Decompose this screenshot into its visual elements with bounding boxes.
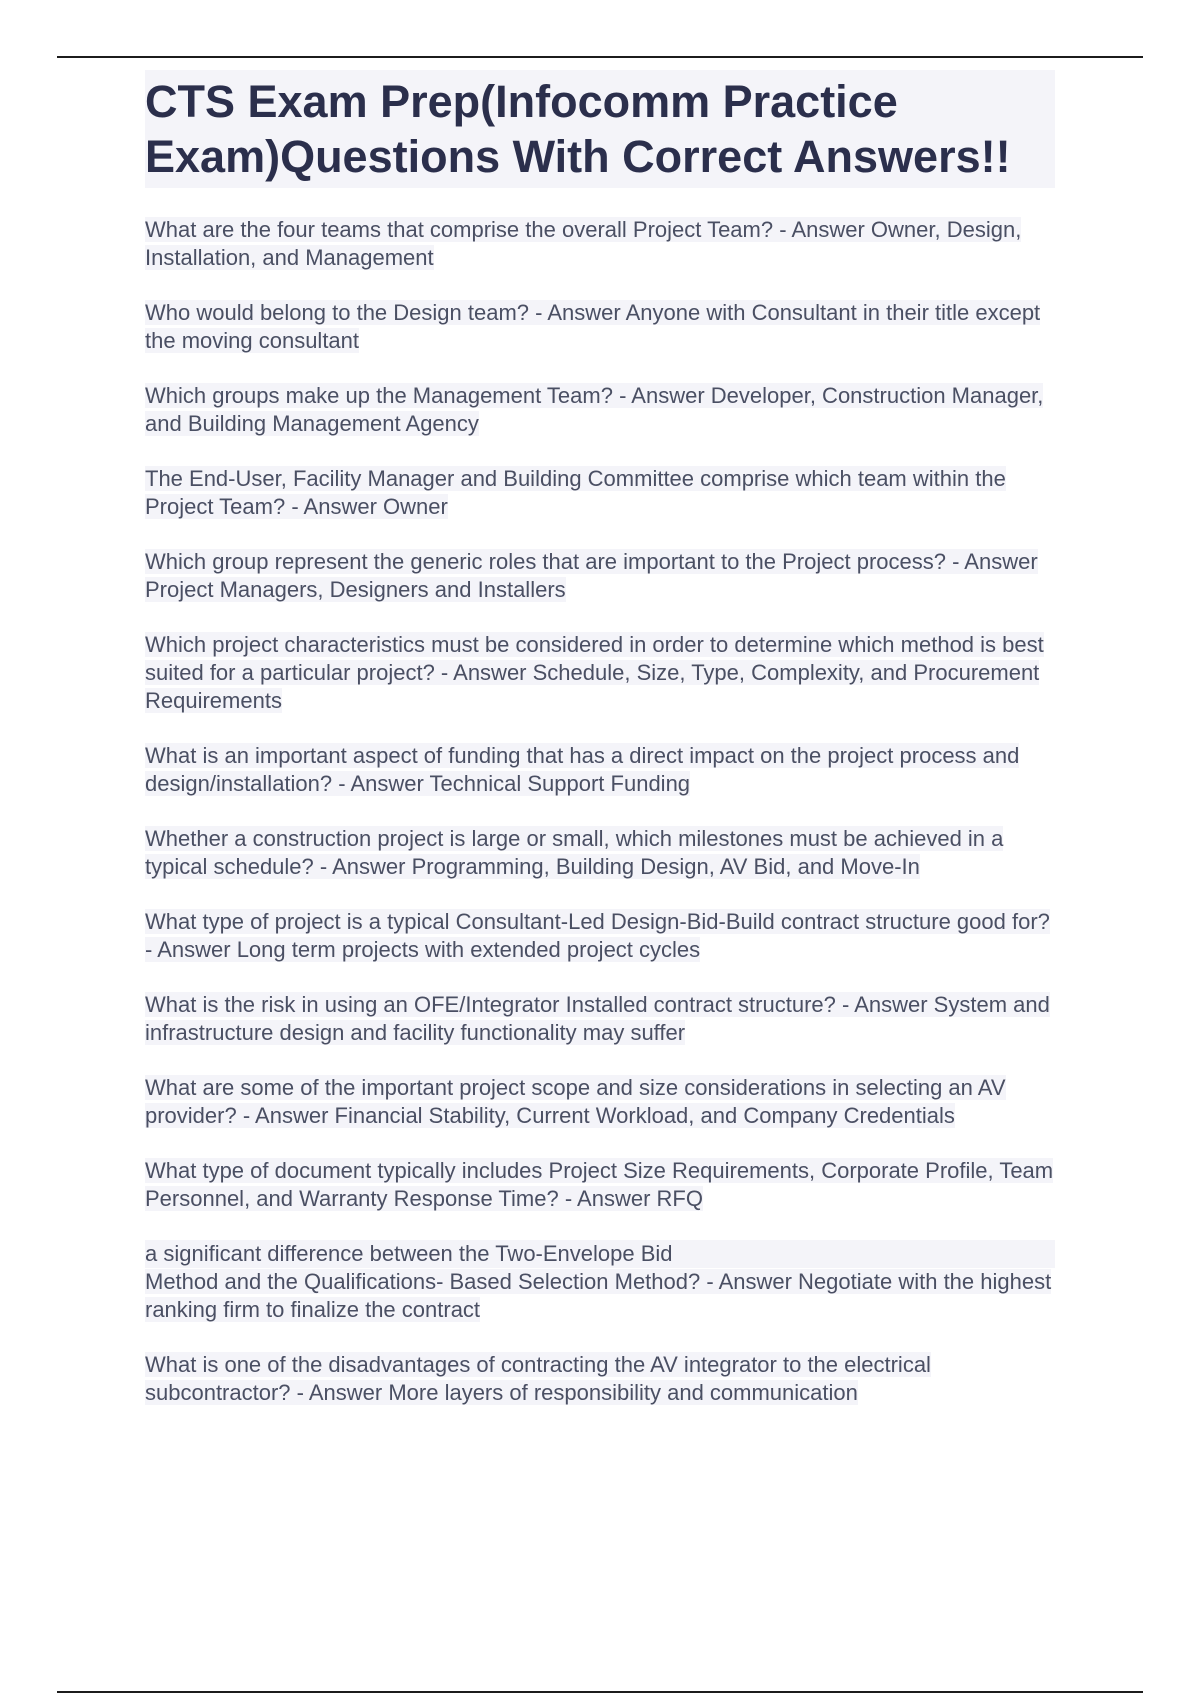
qa-text: Whether a construction project is large or small, which milestones must be achieved in a typical schedule? - Answer Programming, Building Design, AV Bid, and Move-In [145, 826, 1004, 879]
qa-text: The End-User, Facility Manager and Building Committee comprise which team within the Project Team? - Answer Owner [145, 466, 1006, 519]
qa-text: What type of project is a typical Consultant-Led Design-Bid-Build contract structure good for? - Answer Long term projects with extended project cycles [145, 909, 1050, 962]
qa-text: What type of document typically includes Project Size Requirements, Corporate Profile, Team Personnel, and Warranty Response Time? - Answer RFQ [145, 1158, 1054, 1211]
qa-text-line [145, 1240, 1055, 1268]
qa-text: Method and the Qualifications- Based Selection Method? - Answer Negotiate with the highest ranking firm to finalize the contract [145, 1269, 1052, 1322]
qa-text: Who would belong to the Design team? - Answer Anyone with Consultant in their title except the moving consultant [145, 300, 1041, 353]
qa-item [145, 1157, 1055, 1213]
document-body [145, 70, 1055, 1434]
qa-text: Which group represent the generic roles that are important to the Project process? - Answer Project Managers, Designers and Installers [145, 549, 1038, 602]
qa-item [145, 1074, 1055, 1130]
top-rule [57, 56, 1143, 58]
qa-item [145, 382, 1055, 438]
qa-item [145, 908, 1055, 964]
qa-item [145, 991, 1055, 1047]
qa-text: What is one of the disadvantages of contracting the AV integrator to the electrical subcontractor? - Answer More layers of responsibility and communication [145, 1352, 931, 1405]
qa-item [145, 825, 1055, 881]
qa-list [145, 216, 1055, 1407]
qa-item [145, 465, 1055, 521]
qa-text: Which project characteristics must be considered in order to determine which method is best suited for a particular project? - Answer Schedule, Size, Type, Complexity, and Procurement Requirements [145, 632, 1044, 713]
qa-item [145, 216, 1055, 272]
qa-text: What is an important aspect of funding that has a direct impact on the project process and design/installation? - Answer Technical Support Funding [145, 743, 1020, 796]
qa-text: What are the four teams that comprise the overall Project Team? - Answer Owner, Design, Installation, and Management [145, 217, 1022, 270]
qa-text: What are some of the important project scope and size considerations in selecting an AV provider? - Answer Financial Stability, Current Workload, and Company Credentials [145, 1075, 1006, 1128]
qa-text: Which groups make up the Management Team? - Answer Developer, Construction Manager, and Building Management Agency [145, 383, 1044, 436]
qa-text: a significant difference between the Two-Envelope Bid [145, 1241, 673, 1266]
qa-item [145, 1240, 1055, 1324]
qa-item [145, 1351, 1055, 1407]
qa-item [145, 631, 1055, 715]
qa-item [145, 548, 1055, 604]
document-title: CTS Exam Prep(Infocomm Practice Exam)Questions With Correct Answers!! [145, 70, 1055, 188]
qa-text: What is the risk in using an OFE/Integrator Installed contract structure? - Answer System and infrastructure design and facility functionality may suffer [145, 992, 1050, 1045]
bottom-rule [57, 1691, 1143, 1693]
qa-item [145, 742, 1055, 798]
qa-item [145, 299, 1055, 355]
